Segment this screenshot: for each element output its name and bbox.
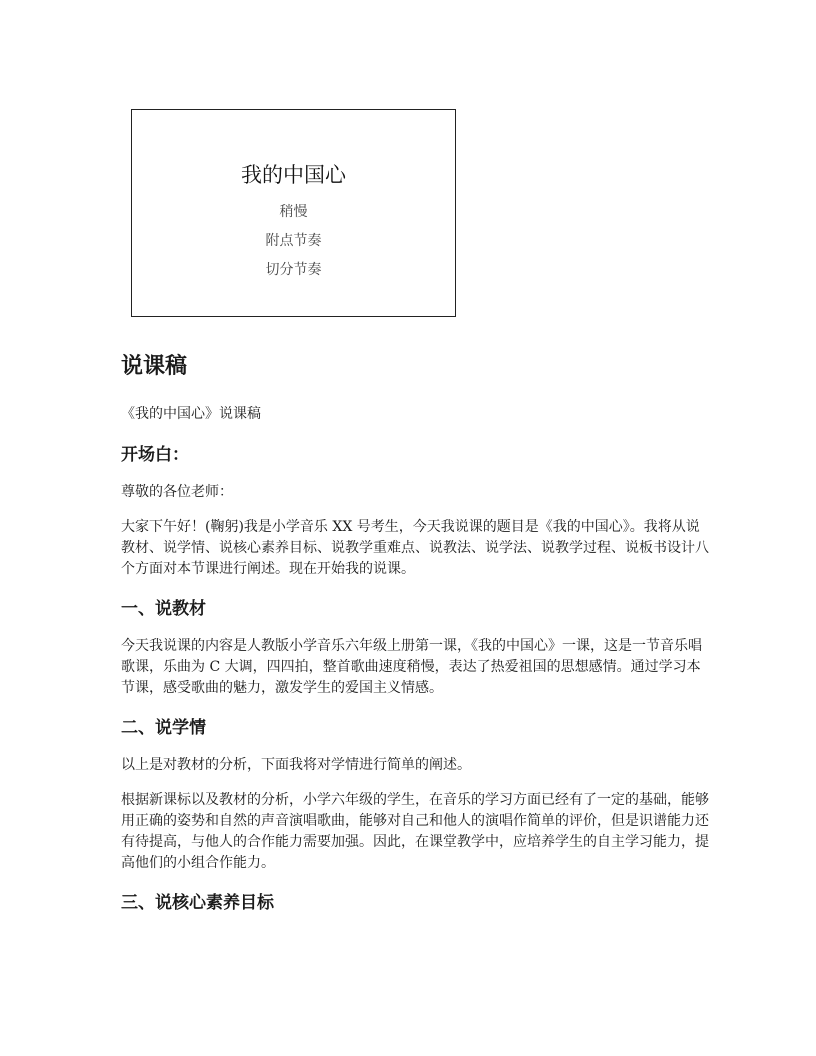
section-textbook-heading: 一、说教材 bbox=[121, 599, 206, 619]
board-line-dotted-rhythm: 附点节奏 bbox=[265, 233, 322, 249]
opening-heading: 开场白： bbox=[121, 445, 189, 465]
board-title: 我的中国心 bbox=[241, 163, 346, 187]
document-subtitle: 《我的中国心》说课稿 bbox=[121, 406, 261, 422]
board-line-syncopation: 切分节奏 bbox=[265, 262, 322, 278]
document-body bbox=[121, 350, 711, 930]
greeting-paragraph: 尊敬的各位老师： bbox=[121, 484, 233, 500]
board-line-tempo: 稍慢 bbox=[279, 204, 308, 220]
blackboard-image bbox=[131, 109, 456, 317]
section-students-heading: 二、说学情 bbox=[121, 718, 206, 738]
page-title: 说课稿 bbox=[121, 354, 188, 379]
intro-paragraph: 大家下午好！(鞠躬)我是小学音乐 XX 号考生，今天我说课的题目是《我的中国心》。我将从说教材、说学情、说核心素养目标、说教学重难点、说教法、说学法、说教学过程、说板书设计八个方面对本节课进行阐述。现在开始我的说课。 bbox=[121, 519, 709, 577]
section-students-paragraph-2: 根据新课标以及教材的分析，小学六年级的学生，在音乐的学习方面已经有了一定的基础，能够用正确的姿势和自然的声音演唱歌曲，能够对自己和他人的演唱作简单的评价，但是识谱能力还有待提高，与他人的合作能力需要加强。因此，在课堂教学中，应培养学生的自主学习能力，提高他们的小组合作能力。 bbox=[121, 792, 709, 871]
section-goals-heading: 三、说核心素养目标 bbox=[121, 893, 274, 913]
section-textbook-paragraph: 今天我说课的内容是人教版小学音乐六年级上册第一课，《我的中国心》一课，这是一节音乐唱歌课，乐曲为 C 大调，四四拍，整首歌曲速度稍慢，表达了热爱祖国的思想感情。通过学习本节课，感受歌曲的魅力，激发学生的爱国主义情感。 bbox=[121, 638, 702, 696]
section-students-paragraph-1: 以上是对教材的分析，下面我将对学情进行简单的阐述。 bbox=[121, 757, 471, 773]
